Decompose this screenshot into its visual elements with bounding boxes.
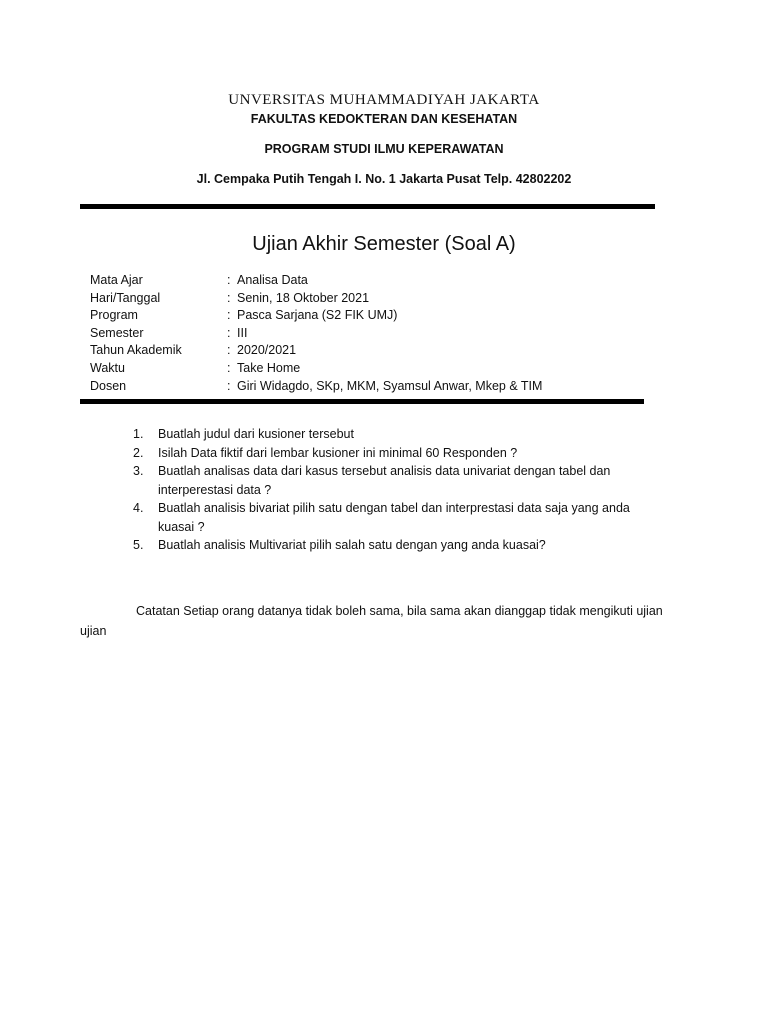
exam-title: Ujian Akhir Semester (Soal A) <box>252 233 516 255</box>
address-line: Jl. Cempaka Putih Tengah I. No. 1 Jakarta Pusat Telp. 42802202 <box>196 172 572 186</box>
question-text: Buatlah analisis bivariat pilih satu dengan tabel dan interprestasi data saja yang anda kuasai ? <box>158 501 630 534</box>
info-separator: : <box>227 325 231 340</box>
info-label: Waktu <box>90 360 125 375</box>
info-value: 2020/2021 <box>237 343 297 358</box>
faculty-name: FAKULTAS KEDOKTERAN DAN KESEHATAN <box>250 112 518 126</box>
info-value: III <box>237 325 248 340</box>
question-item <box>133 462 653 499</box>
question-text: Buatlah analisas data dari kasus tersebut analisis data univariat dengan tabel dan interperestasi data ? <box>158 464 611 497</box>
question-text: Isilah Data fiktif dari lembar kusioner ini minimal 60 Responden ? <box>158 445 518 460</box>
info-value: Analisa Data <box>237 273 308 287</box>
info-label: Program <box>90 308 138 323</box>
question-text: Buatlah judul dari kusioner tersebut <box>158 427 354 441</box>
info-value: Giri Widagdo, SKp, MKM, Syamsul Anwar, Mkep & TIM <box>237 378 543 393</box>
question-item <box>133 536 653 555</box>
study-program-name: PROGRAM STUDI ILMU KEPERAWATAN <box>264 142 504 156</box>
info-separator: : <box>227 343 231 358</box>
info-separator: : <box>227 290 231 305</box>
info-value: Senin, 18 Oktober 2021 <box>237 290 370 305</box>
question-number: 2. <box>133 445 144 460</box>
question-number: 3. <box>133 464 144 478</box>
info-label: Dosen <box>90 378 127 393</box>
question-text: Buatlah analisis Multivariat pilih salah satu dengan yang anda kuasai? <box>158 538 546 552</box>
info-value: Pasca Sarjana (S2 FIK UMJ) <box>237 308 398 323</box>
info-label: Mata Ajar <box>90 273 143 287</box>
university-name: UNVERSITAS MUHAMMADIYAH JAKARTA <box>228 92 540 108</box>
question-item <box>133 425 653 444</box>
info-label: Semester <box>90 325 144 340</box>
info-divider <box>80 399 644 404</box>
question-number: 4. <box>133 501 144 515</box>
note-text: Catatan Setiap orang datanya tidak boleh sama, bila sama akan dianggap tidak mengikuti ujian <box>136 604 663 618</box>
info-value: Take Home <box>237 360 301 375</box>
header-divider <box>80 204 655 209</box>
question-item <box>133 499 653 536</box>
info-separator: : <box>227 308 231 323</box>
info-separator: : <box>227 273 231 287</box>
question-number: 5. <box>133 538 144 552</box>
info-label: Hari/Tanggal <box>90 290 161 305</box>
question-number: 1. <box>133 427 144 441</box>
info-label: Tahun Akademik <box>90 343 182 358</box>
info-separator: : <box>227 378 231 393</box>
info-separator: : <box>227 360 231 375</box>
question-item <box>133 444 653 463</box>
question-list <box>133 425 653 555</box>
note-continuation: ujian <box>80 624 107 638</box>
exam-note <box>80 601 663 641</box>
